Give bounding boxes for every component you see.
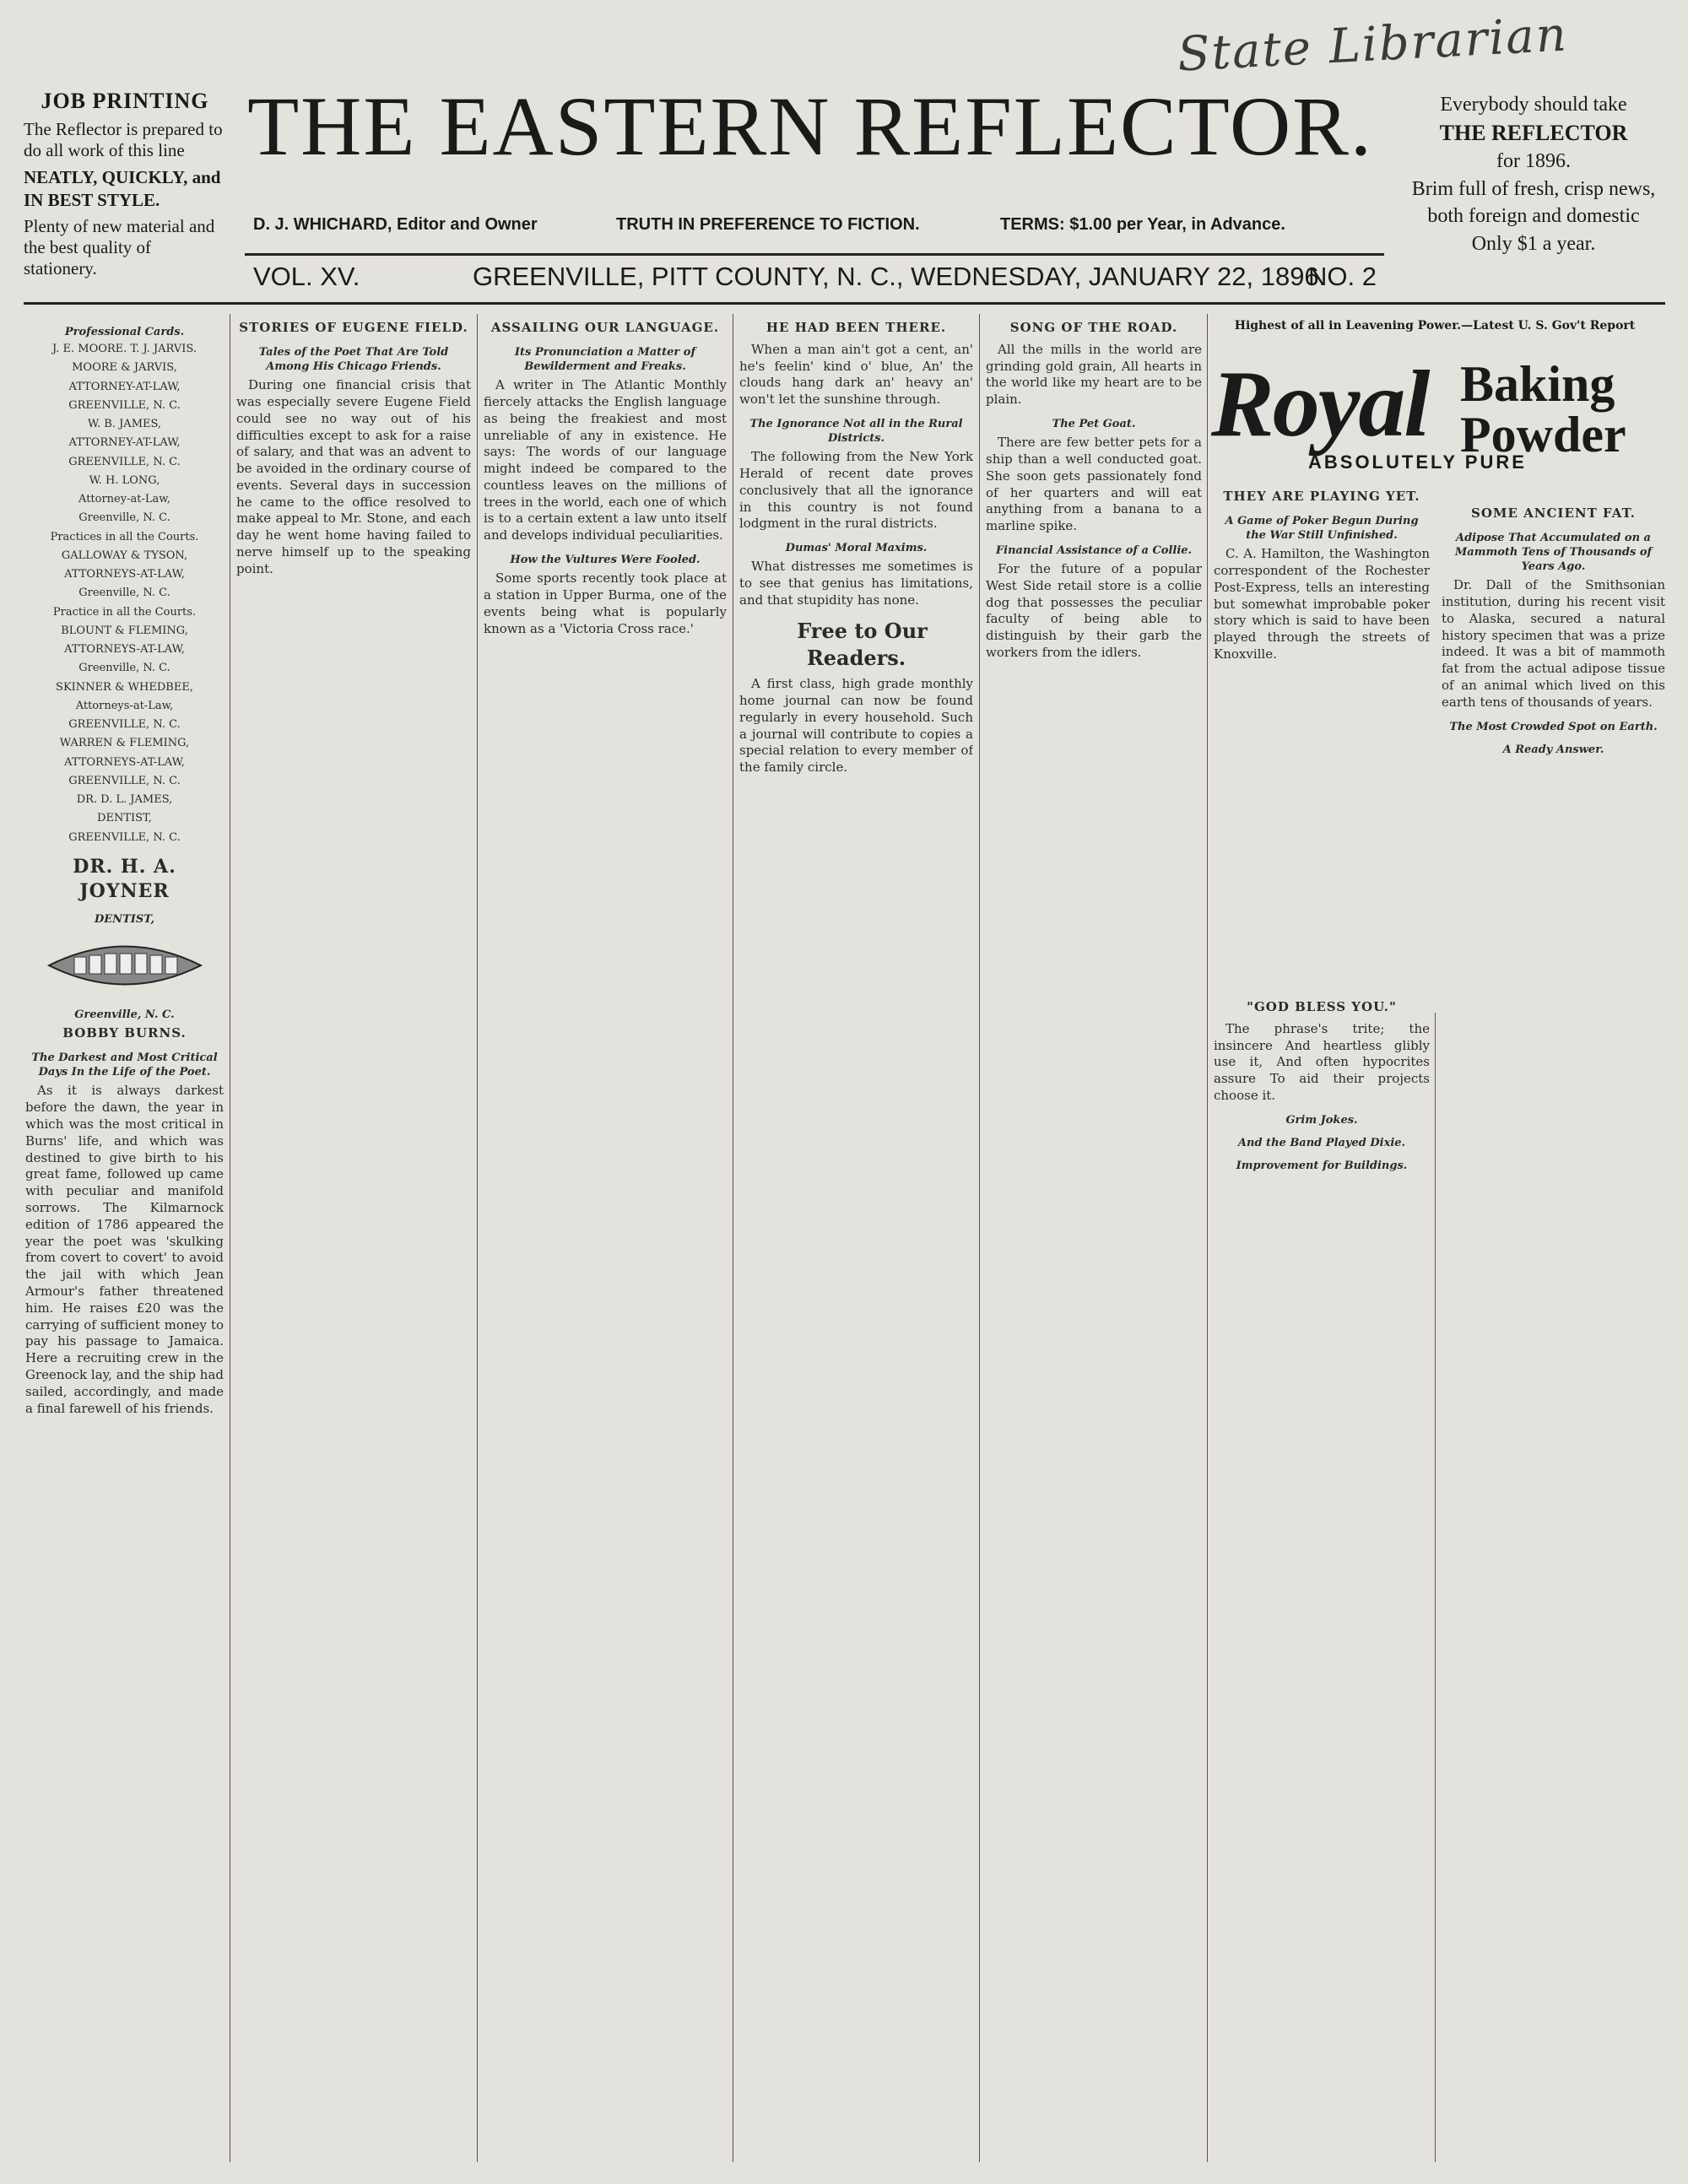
ad-product: Baking Powder bbox=[1460, 356, 1626, 462]
motto-line: TRUTH IN PREFERENCE TO FICTION. bbox=[616, 215, 920, 234]
collie-title: Financial Assistance of a Collie. bbox=[995, 543, 1193, 557]
card-line: Greenville, N. C. bbox=[78, 511, 170, 525]
field-text: During one financial crisis that was especially severe Eugene Field could see no way out of his difficulties except to ask for a raise of salary, and that was an advent to be avoided in the ordinary course of events. Several days in succession he came to the office resolved to make appeal to Mr. Stone, and each day he went home having failed to nerve himself up to the speaking point. bbox=[236, 377, 471, 576]
playing-subtitle: A Game of Poker Begun During the War Still Unfinished. bbox=[1225, 514, 1419, 542]
job-printing-box bbox=[24, 89, 226, 284]
dateline: GREENVILLE, PITT COUNTY, N. C., WEDNESDAY, JANUARY 22, 1896. bbox=[473, 262, 1327, 291]
playing-text: C. A. Hamilton, the Washington correspondent of the Rochester Post-Express, tells an interesting but somewhat improbable poker story which is said to have been played through the streets of Knoxville. bbox=[1214, 546, 1430, 662]
godbless-title: "GOD BLESS YOU." bbox=[1247, 999, 1397, 1014]
col-divider bbox=[1207, 314, 1208, 2162]
vultures-text: Some sports recently took place at a station in Upper Burma, one of the events being what is popularly known as a 'Victoria Cross race.' bbox=[484, 570, 727, 636]
card-line: ATTORNEYS-AT-LAW, bbox=[64, 643, 185, 657]
column-3 bbox=[484, 316, 727, 2165]
vultures-title: How the Vultures Were Fooled. bbox=[510, 554, 701, 567]
job-printing-heading: JOB PRINTING bbox=[41, 89, 209, 113]
there-title: HE HAD BEEN THERE. bbox=[766, 320, 947, 335]
ad-brand: Royal bbox=[1211, 352, 1429, 457]
districts-title: The Ignorance Not all in the Rural Districts. bbox=[749, 417, 963, 446]
card-line: ATTORNEYS-AT-LAW, bbox=[64, 755, 185, 769]
card-line: ATTORNEY-AT-LAW, bbox=[68, 436, 181, 450]
there-text: When a man ain't got a cent, an' he's feelin' kind o' blue, An' the clouds hang dark an' heavy an' won't let the sunshine through. bbox=[739, 341, 973, 408]
card-line: GREENVILLE, N. C. bbox=[68, 718, 181, 732]
card-line: GREENVILLE, N. C. bbox=[68, 455, 181, 468]
road-title: SONG OF THE ROAD. bbox=[1009, 320, 1178, 335]
godbless-text: The phrase's trite; the insincere And heartless glibly use it, And often hypocrites assure To aid their projects choose it. bbox=[1214, 1020, 1430, 1103]
card-line: Attorney-at-Law, bbox=[78, 493, 170, 506]
card-line: ATTORNEY-AT-LAW, bbox=[68, 380, 181, 393]
card-line: GALLOWAY & TYSON, bbox=[61, 549, 188, 562]
subscribe-line5: Only $1 a year. bbox=[1471, 232, 1596, 255]
dixie-title: And the Band Played Dixie. bbox=[1237, 1136, 1406, 1149]
card-line: GREENVILLE, N. C. bbox=[68, 774, 181, 787]
field-subtitle: Tales of the Poet That Are Told Among His Chicago Friends. bbox=[258, 345, 449, 373]
dentist-name: DR. H. A. JOYNER bbox=[73, 855, 176, 902]
dumas-title: Dumas' Moral Maxims. bbox=[785, 542, 928, 555]
pet-title: The Pet Goat. bbox=[1052, 417, 1136, 430]
rule-bottom bbox=[24, 302, 1665, 305]
card-line: W. B. JAMES, bbox=[87, 418, 162, 431]
language-subtitle: Its Pronunciation a Matter of Bewilderment and Freaks. bbox=[514, 345, 696, 373]
fat-text: Dr. Dall of the Smithsonian institution, during his recent visit to Alaska, secured a natural history specimen that was a prize indeed. It was a bit of mammoth fat from the actual adipose tissue of an animal which lived on this earth tens of thousands of years. bbox=[1442, 577, 1665, 710]
terms-line: TERMS: $1.00 per Year, in Advance. bbox=[1000, 215, 1285, 234]
volume: VOL. XV. bbox=[253, 262, 360, 291]
column-6b bbox=[1214, 996, 1430, 2160]
column-4 bbox=[739, 316, 973, 2165]
column-2 bbox=[236, 316, 471, 2165]
ad-top-line: Highest of all in Leavening Power.—Latest U. S. Gov't Report bbox=[1234, 319, 1636, 332]
playing-title: THEY ARE PLAYING YET. bbox=[1223, 489, 1420, 504]
job-printing-line3: Plenty of new material and the best quality of stationery. bbox=[24, 215, 215, 279]
card-line: Practices in all the Courts. bbox=[50, 530, 199, 543]
burns-title: BOBBY BURNS. bbox=[62, 1025, 187, 1041]
dumas-text: What distresses me sometimes is to see that genius has limitations, and that stupidity has none. bbox=[739, 559, 973, 608]
col-divider bbox=[1435, 1013, 1436, 2162]
free-text: A first class, high grade monthly home journal can now be found regularly in every household. Such a journal will contribute to copies a special relation to every member of the family circle. bbox=[739, 676, 973, 776]
card-line: DENTIST, bbox=[97, 812, 152, 825]
ready-title: A Ready Answer. bbox=[1502, 743, 1604, 756]
ad-tagline: ABSOLUTELY PURE bbox=[1308, 451, 1527, 473]
card-line: ATTORNEYS-AT-LAW, bbox=[64, 568, 185, 581]
handwritten-note: State Librarian bbox=[1176, 7, 1570, 83]
free-title: Free to Our Readers. bbox=[797, 618, 928, 670]
improve-title: Improvement for Buildings. bbox=[1236, 1160, 1408, 1173]
subscribe-box bbox=[1403, 91, 1664, 257]
subscribe-line1: Everybody should take bbox=[1440, 94, 1627, 116]
fat-title: SOME ANCIENT FAT. bbox=[1470, 505, 1637, 521]
card-line: Greenville, N. C. bbox=[78, 662, 170, 675]
job-printing-line1: The Reflector is prepared to do all work of this line bbox=[24, 119, 223, 161]
card-line: WARREN & FLEMING, bbox=[59, 737, 190, 750]
road-text: All the mills in the world are grinding gold grain, All hearts in the world like my heart are to be plain. bbox=[986, 341, 1202, 408]
language-text: A writer in The Atlantic Monthly fiercely attacks the English language as being the freakiest and most unreliable of any in existence. He says: The words of our language might indeed be compared to the countless leaves on the millions of trees in the world, each one of which is to a certain extent a law unto itself and develops individual peculiarities. bbox=[484, 377, 727, 543]
card-line: GREENVILLE, N. C. bbox=[68, 398, 181, 412]
burns-subtitle: The Darkest and Most Critical Days In the Life of the Poet. bbox=[31, 1051, 218, 1079]
collie-text: For the future of a popular West Side retail store is a collie dog that possesses the peculiar faculty of being able to distinguish by their garb the workers from the idlers. bbox=[986, 561, 1202, 661]
column-5 bbox=[986, 316, 1202, 2165]
subscribe-line3: for 1896. bbox=[1496, 150, 1571, 173]
crowded-title: The Most Crowded Spot on Earth. bbox=[1449, 720, 1658, 733]
subscribe-line2: THE REFLECTOR bbox=[1439, 121, 1628, 146]
card-line: J. E. MOORE. T. J. JARVIS. bbox=[52, 343, 197, 356]
card-line: MOORE & JARVIS, bbox=[72, 361, 177, 375]
rule-top bbox=[245, 253, 1384, 256]
card-line: Attorneys-at-Law, bbox=[75, 699, 174, 712]
subscribe-line4: Brim full of fresh, crisp news, both foreign and domestic bbox=[1411, 177, 1656, 228]
districts-text: The following from the New York Herald of recent date proves conclusively that all the ignorance in this country is not found lodgment in the rural districts. bbox=[739, 449, 973, 532]
fat-subtitle: Adipose That Accumulated on a Mammoth Tens of Thousands of Years Ago. bbox=[1454, 531, 1653, 574]
card-line: GREENVILLE, N. C. bbox=[68, 830, 181, 844]
dentist-city: Greenville, N. C. bbox=[74, 1008, 175, 1022]
card-line: W. H. LONG, bbox=[89, 473, 160, 487]
col-divider bbox=[477, 314, 478, 2162]
teeth-illustration bbox=[41, 932, 209, 999]
column-7 bbox=[1442, 502, 1665, 2156]
field-title: STORIES OF EUGENE FIELD. bbox=[239, 320, 468, 335]
cards-list bbox=[25, 343, 224, 845]
issue-number: NO. 2 bbox=[1308, 262, 1377, 291]
burns-text: As it is always darkest before the dawn, the year in which was the most critical in Burns' life, and which was destined to give birth to his great fame, followed up came with peculiar and manifold sorrows. The Kilmarnock edition of 1786 appeared the year the poet was 'skulking from covert to covert' to avoid the jail with which Jean Armour's father threatened him. He raises £20 was the carrying of sufficient money to pay his passage to Jamaica. Here a recruiting crew in the Greenock lay, and the ship had sailed, accordingly, and made a final farewell of his friends. bbox=[25, 1083, 224, 1416]
job-printing-line2: NEATLY, QUICKLY, and IN BEST STYLE. bbox=[24, 167, 221, 210]
card-line: Greenville, N. C. bbox=[78, 587, 170, 600]
dentist-title: DENTIST, bbox=[95, 912, 154, 926]
language-title: ASSAILING OUR LANGUAGE. bbox=[490, 320, 720, 335]
card-line: SKINNER & WHEDBEE, bbox=[56, 680, 193, 694]
column-1 bbox=[25, 316, 224, 2165]
card-line: DR. D. L. JAMES, bbox=[76, 793, 173, 807]
col-divider bbox=[979, 314, 980, 2162]
card-line: Practice in all the Courts. bbox=[52, 605, 197, 619]
card-line: BLOUNT & FLEMING, bbox=[61, 624, 188, 637]
pet-text: There are few better pets for a ship than a well conducted goat. She soon gets passionately fond of her quarters and will eat anything from a banana to a marline spike. bbox=[986, 435, 1202, 534]
masthead-title: THE EASTERN REFLECTOR. bbox=[247, 79, 1373, 173]
editor-line: D. J. WHICHARD, Editor and Owner bbox=[253, 215, 538, 234]
grim-title: Grim Jokes. bbox=[1285, 1113, 1358, 1127]
cards-heading: Professional Cards. bbox=[64, 326, 185, 338]
